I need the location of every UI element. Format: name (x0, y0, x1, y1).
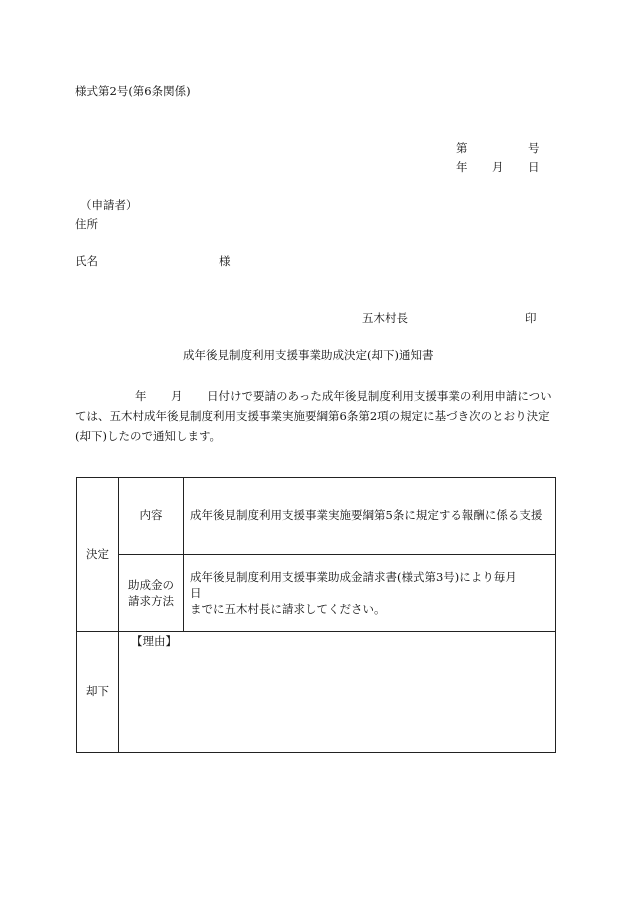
date-month: 月 (492, 160, 504, 174)
claim-value-line2: までに五木村長に請求してください。 (190, 602, 386, 616)
claim-method-value (184, 555, 556, 632)
decision-table (76, 477, 556, 753)
document-date (456, 162, 540, 174)
address-label: 住所 (75, 217, 98, 231)
decision-label: 決定 (77, 478, 119, 632)
issuer-title: 五木村長 (362, 311, 408, 325)
seal-mark: 印 (525, 311, 537, 325)
body-year: 年 (135, 389, 147, 403)
document-number (456, 143, 540, 155)
date-year: 年 (456, 160, 468, 174)
document-title: 成年後見制度利用支援事業助成決定(却下)通知書 (183, 348, 434, 362)
notice-body (75, 386, 553, 446)
number-suffix: 号 (528, 141, 540, 155)
body-month: 月 (171, 389, 183, 403)
content-value: 成年後見制度利用支援事業実施要綱第5条に規定する報酬に係る支援 (184, 478, 556, 555)
claim-label-line2: 請求方法 (128, 594, 174, 608)
reason-cell (119, 632, 556, 753)
claim-value-line1: 成年後見制度利用支援事業助成金請求書(様式第3号)により毎月 (190, 570, 517, 584)
body-text: 日付けで要請のあった成年後見制度利用支援事業の利用申請については、五木村成年後見制度利用支援事業実施要綱第6条第2項の規定に基づき次のとおり決定(却下)したので通知します。 (75, 389, 552, 443)
name-label: 氏名 (75, 254, 98, 268)
date-day: 日 (528, 160, 540, 174)
number-prefix: 第 (456, 141, 468, 155)
reason-label: 【理由】 (131, 634, 177, 648)
claim-label-line1: 助成金の (128, 578, 174, 592)
honorific: 様 (219, 254, 231, 268)
form-number: 様式第2号(第6条関係) (75, 84, 191, 98)
reject-label: 却下 (77, 632, 119, 753)
claim-method-label (119, 555, 184, 632)
claim-value-day: 日 (190, 586, 202, 600)
content-label: 内容 (119, 478, 184, 555)
applicant-heading: （申請者） (80, 198, 138, 212)
